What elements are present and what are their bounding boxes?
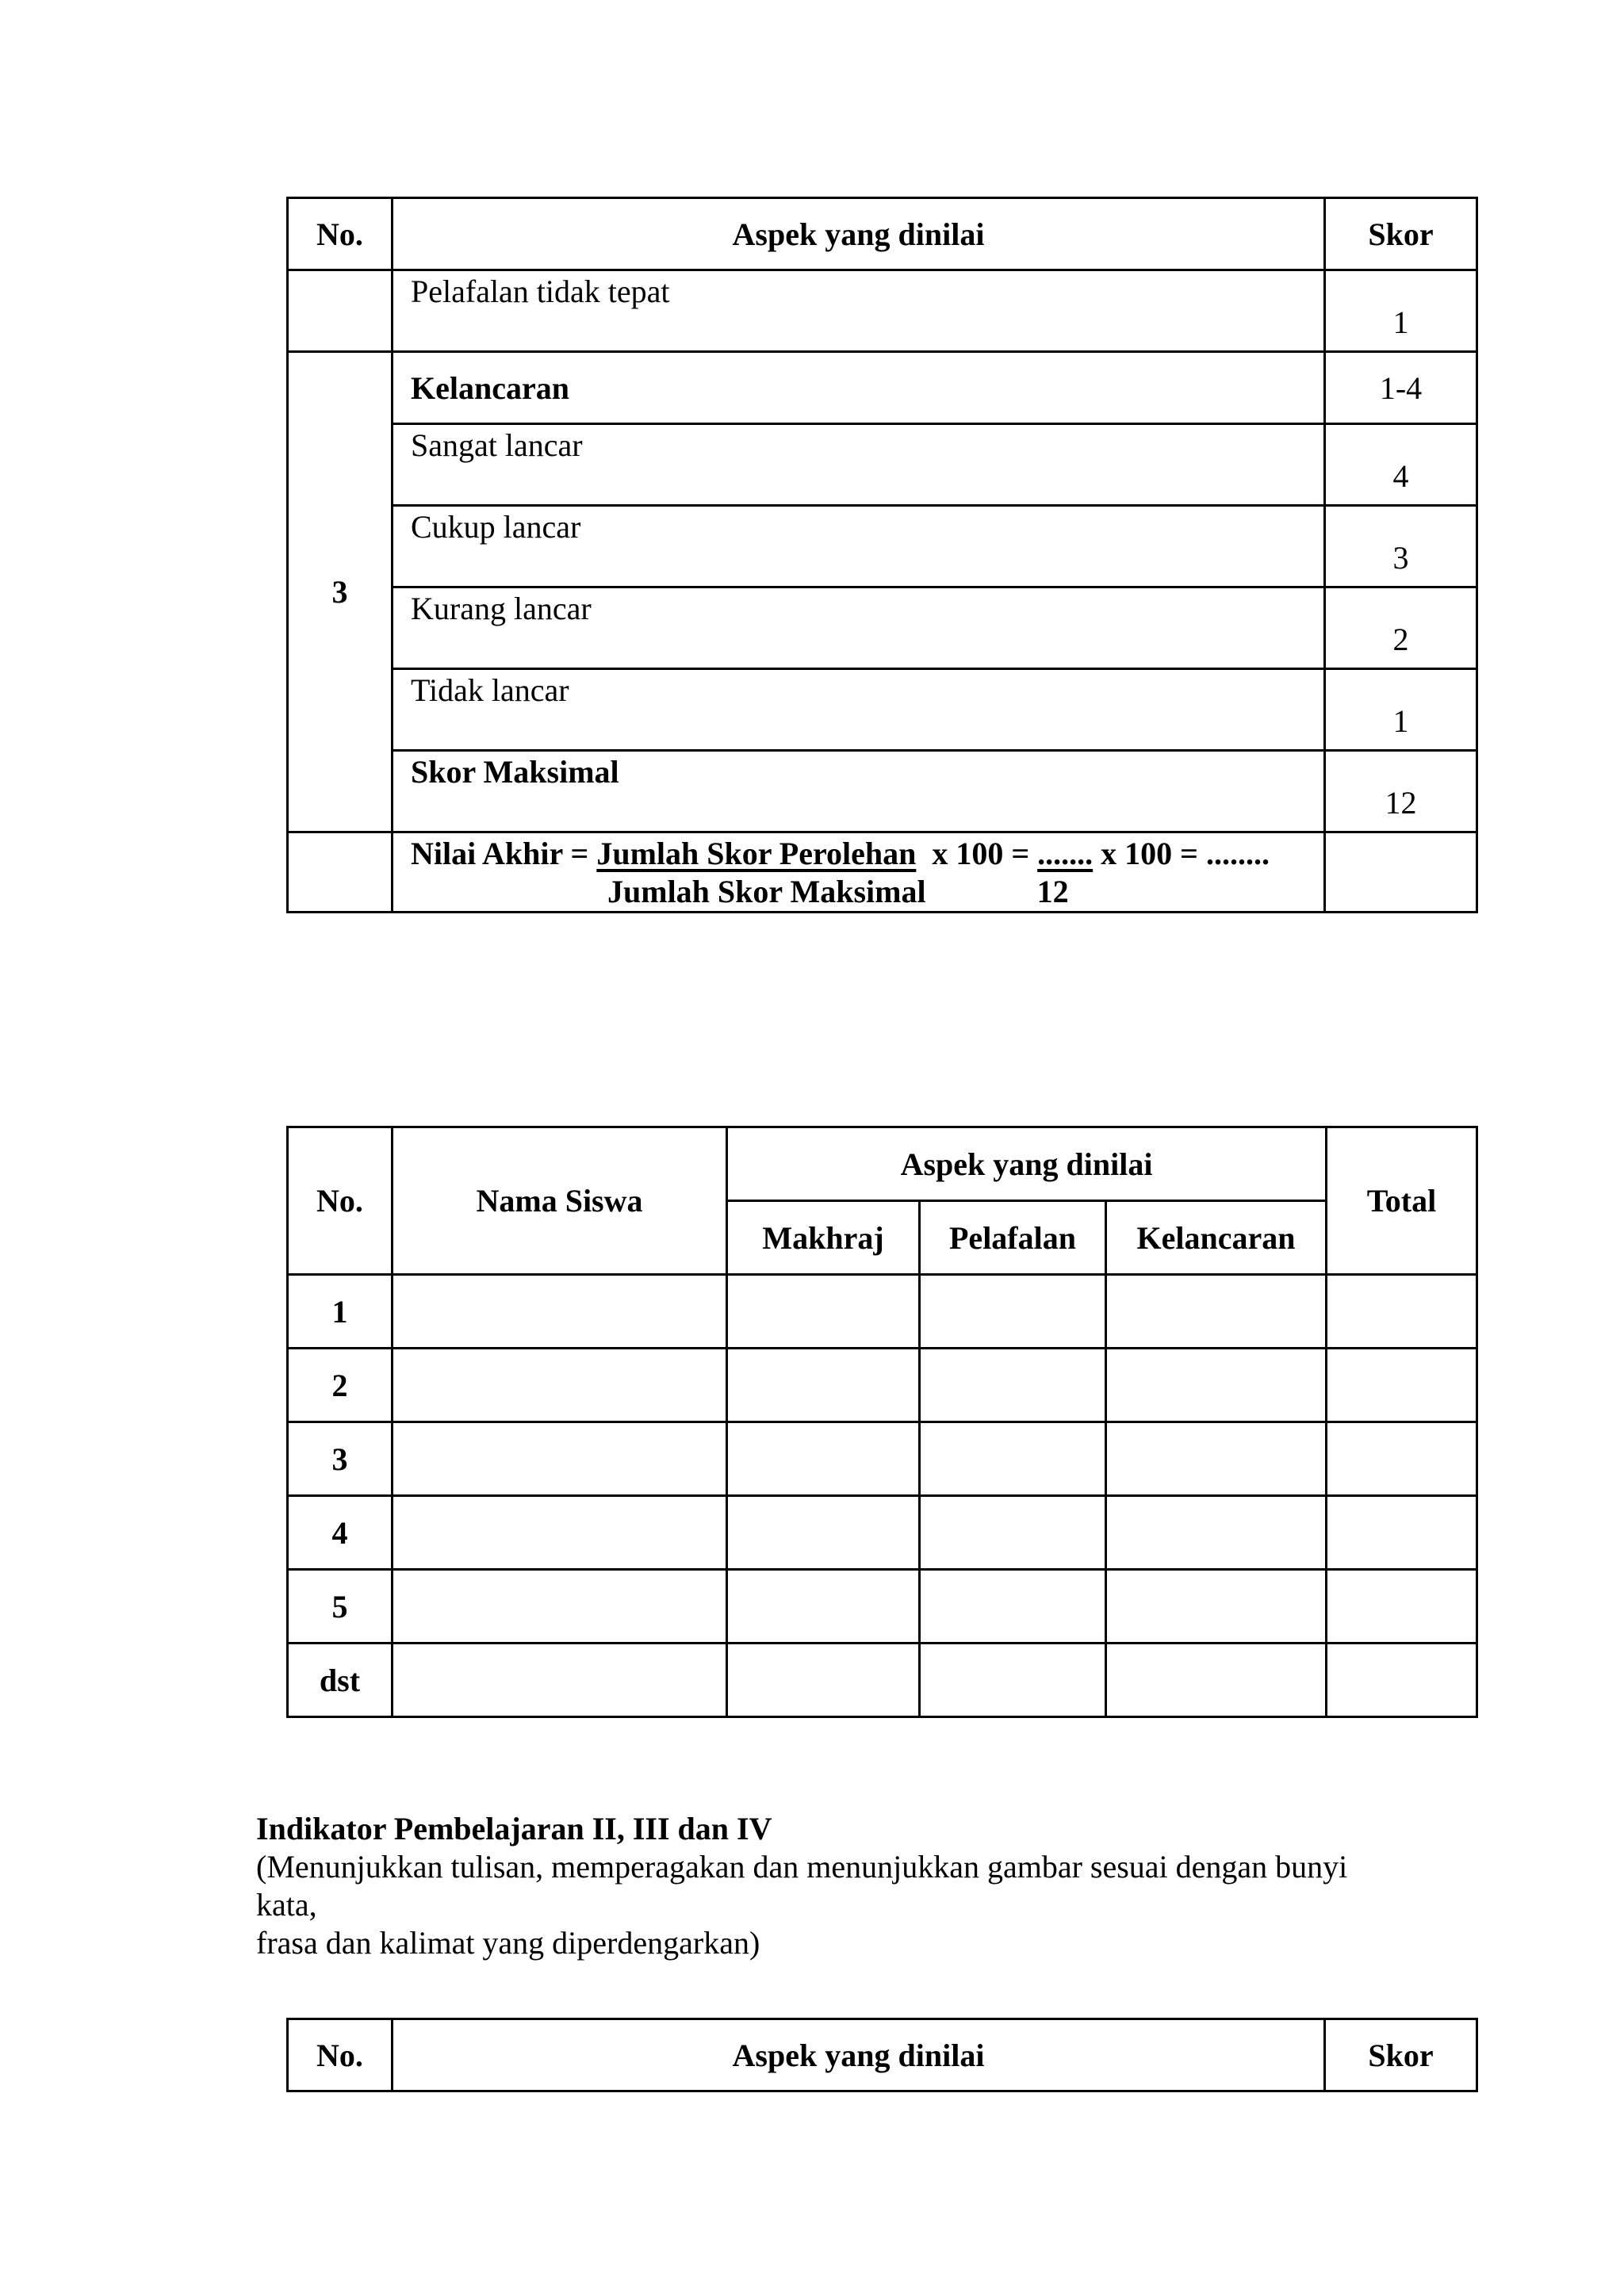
makhraj-cell[interactable] [727, 1275, 920, 1349]
student-name-cell[interactable] [393, 1275, 727, 1349]
total-cell[interactable] [1327, 1570, 1477, 1644]
header-aspect: Aspek yang dinilai [393, 2019, 1325, 2091]
table-row [288, 1275, 1477, 1349]
table-row [288, 1422, 1477, 1496]
header-student-name: Nama Siswa [393, 1127, 727, 1275]
header-aspect-group: Aspek yang dinilai [727, 1127, 1327, 1201]
student-name-cell[interactable] [393, 1496, 727, 1570]
criterion-score: 3 [1325, 506, 1477, 587]
formula-equals: = [562, 836, 597, 871]
kelancaran-cell[interactable] [1106, 1644, 1327, 1717]
section-number: 3 [288, 352, 393, 832]
total-cell[interactable] [1327, 1496, 1477, 1570]
table-row [288, 1496, 1477, 1570]
student-name-cell[interactable] [393, 1422, 727, 1496]
makhraj-cell[interactable] [727, 1570, 920, 1644]
indicator-line: frasa dan kalimat yang diperdengarkan) [256, 1925, 760, 1961]
section-title: Kelancaran [393, 352, 1325, 424]
formula-line-1 [411, 835, 1323, 873]
student-name-cell[interactable] [393, 1349, 727, 1422]
scoring-rubric-table [286, 197, 1478, 913]
criterion-score: 1 [1325, 270, 1477, 352]
row-number: 2 [288, 1349, 393, 1422]
formula-denominator: Jumlah Skor Maksimal [607, 874, 926, 909]
table-row [288, 1349, 1477, 1422]
formula-max-value: 12 [1036, 874, 1069, 909]
rubric-row [288, 506, 1477, 587]
scoring-rubric-table-2 [286, 2018, 1478, 2092]
rubric-row [288, 751, 1477, 832]
pelafalan-cell[interactable] [920, 1275, 1106, 1349]
kelancaran-cell[interactable] [1106, 1422, 1327, 1496]
criterion-label: Cukup lancar [393, 506, 1325, 587]
rubric-row [288, 587, 1477, 669]
rubric-row [288, 352, 1477, 424]
formula-line-2 [411, 873, 1323, 911]
header-no: No. [288, 1127, 393, 1275]
row-number: 5 [288, 1570, 393, 1644]
table-row [288, 1570, 1477, 1644]
makhraj-cell[interactable] [727, 1644, 920, 1717]
rubric-header-row [288, 2019, 1477, 2091]
student-name-cell[interactable] [393, 1570, 727, 1644]
header-makhraj: Makhraj [727, 1201, 920, 1275]
header-score: Skor [1325, 198, 1477, 270]
criterion-score: 4 [1325, 424, 1477, 506]
indicator-line: kata, [256, 1887, 317, 1923]
pelafalan-cell[interactable] [920, 1422, 1106, 1496]
formula-score-empty [1325, 832, 1477, 913]
rubric-row [288, 424, 1477, 506]
criterion-label: Kurang lancar [393, 587, 1325, 669]
header-total: Total [1327, 1127, 1477, 1275]
max-score-value: 12 [1325, 751, 1477, 832]
kelancaran-cell[interactable] [1106, 1496, 1327, 1570]
criterion-label: Pelafalan tidak tepat [393, 270, 1325, 352]
formula-numerator: Jumlah Skor Perolehan [596, 836, 917, 871]
header-kelancaran: Kelancaran [1106, 1201, 1327, 1275]
student-name-cell[interactable] [393, 1644, 727, 1717]
pelafalan-cell[interactable] [920, 1570, 1106, 1644]
pelafalan-cell[interactable] [920, 1644, 1106, 1717]
total-cell[interactable] [1327, 1422, 1477, 1496]
section-range: 1-4 [1325, 352, 1477, 424]
indicator-line: (Menunjukkan tulisan, memperagakan dan menunjukkan gambar sesuai dengan bunyi [256, 1849, 1348, 1885]
header-score: Skor [1325, 2019, 1477, 2091]
header-aspect: Aspek yang dinilai [393, 198, 1325, 270]
row-number-empty [288, 832, 393, 913]
makhraj-cell[interactable] [727, 1349, 920, 1422]
row-number: 3 [288, 1422, 393, 1496]
formula-blank: ....... [1037, 836, 1094, 871]
row-number-empty [288, 270, 393, 352]
makhraj-cell[interactable] [727, 1496, 920, 1570]
learning-indicator [256, 1810, 1604, 1962]
criterion-label: Sangat lancar [393, 424, 1325, 506]
row-number: 4 [288, 1496, 393, 1570]
row-number: 1 [288, 1275, 393, 1349]
pelafalan-cell[interactable] [920, 1496, 1106, 1570]
header-no: No. [288, 2019, 393, 2091]
criterion-score: 1 [1325, 669, 1477, 751]
max-score-label: Skor Maksimal [393, 751, 1325, 832]
indicator-heading: Indikator Pembelajaran II, III dan IV [256, 1811, 772, 1846]
formula-multiplier: x 100 = [916, 836, 1038, 871]
header-no: No. [288, 198, 393, 270]
formula-result: x 100 = ........ [1093, 836, 1270, 871]
rubric-row [288, 270, 1477, 352]
student-score-table [286, 1126, 1478, 1718]
total-cell[interactable] [1327, 1349, 1477, 1422]
header-pelafalan: Pelafalan [920, 1201, 1106, 1275]
score-header-row [288, 1127, 1477, 1201]
kelancaran-cell[interactable] [1106, 1275, 1327, 1349]
kelancaran-cell[interactable] [1106, 1349, 1327, 1422]
final-grade-formula [393, 832, 1325, 913]
pelafalan-cell[interactable] [920, 1349, 1106, 1422]
total-cell[interactable] [1327, 1644, 1477, 1717]
criterion-score: 2 [1325, 587, 1477, 669]
rubric-header-row [288, 198, 1477, 270]
row-number: dst [288, 1644, 393, 1717]
makhraj-cell[interactable] [727, 1422, 920, 1496]
table-row [288, 1644, 1477, 1717]
rubric-row [288, 669, 1477, 751]
formula-row [288, 832, 1477, 913]
kelancaran-cell[interactable] [1106, 1570, 1327, 1644]
formula-label: Nilai Akhir [411, 836, 563, 871]
total-cell[interactable] [1327, 1275, 1477, 1349]
criterion-label: Tidak lancar [393, 669, 1325, 751]
